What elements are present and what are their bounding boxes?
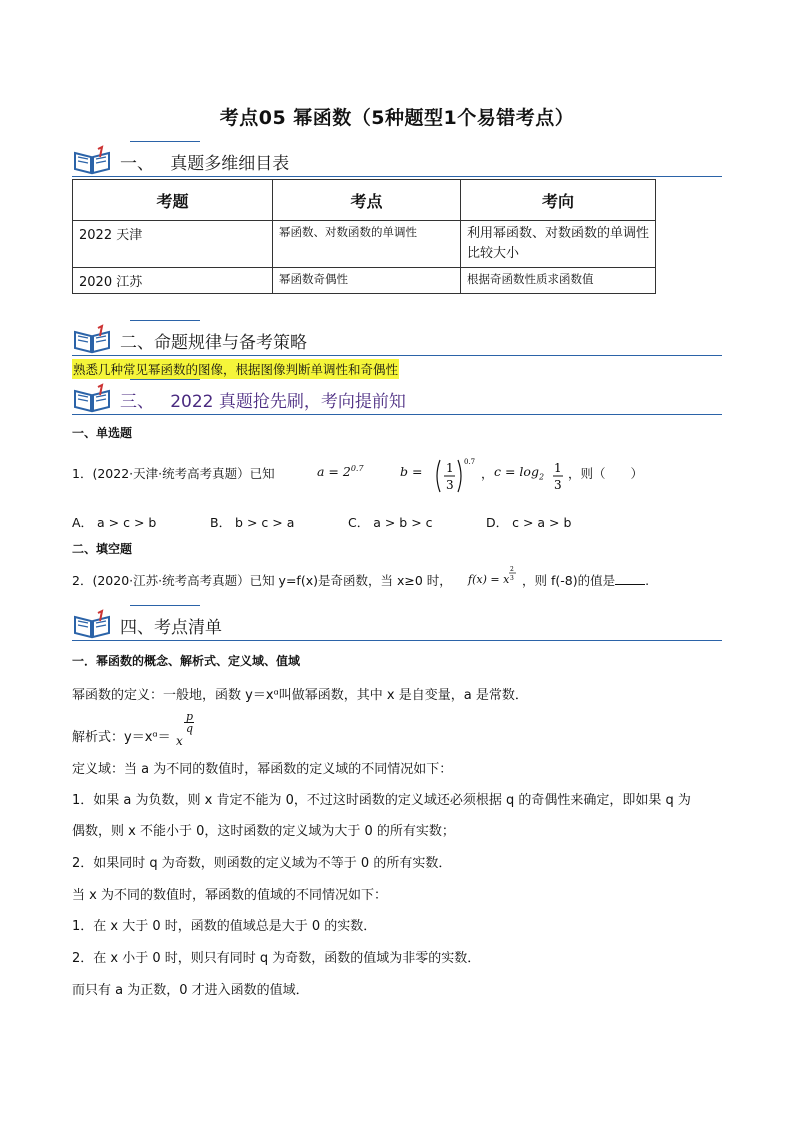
table-cell: 2022 天津 bbox=[73, 221, 273, 268]
domain-rule-1b: 偶数，则 x 不能小于 0，这时函数的定义域为大于 0 的所有实数； bbox=[72, 824, 455, 839]
svg-text:2: 2 bbox=[510, 566, 514, 573]
table-cell: 利用幂函数、对数函数的单调性比较大小 bbox=[461, 221, 656, 268]
page-title: 考点05 幂函数（5种题型1个易错考点） bbox=[219, 107, 575, 129]
table-cell: 幂函数、对数函数的单调性 bbox=[273, 221, 461, 268]
b-expression: b = bbox=[400, 464, 423, 479]
svg-text:3: 3 bbox=[446, 478, 454, 492]
table-header: 考向 bbox=[461, 180, 656, 221]
book-icon bbox=[72, 145, 112, 175]
table-row bbox=[73, 221, 656, 268]
section-header-3 bbox=[72, 381, 722, 415]
section-header-2 bbox=[72, 322, 722, 356]
option-b: B． b > c > a bbox=[210, 515, 295, 530]
answer-blank bbox=[615, 584, 645, 585]
question-2-prefix: 2．(2020·江苏·统考高考真题）已知 y=f(x)是奇函数，当 x≥0 时， bbox=[72, 573, 452, 588]
domain-rule-1a: 1．如果 a 为负数，则 x 肯定不能为 0，不过这时函数的定义域还必须根据 q 的奇偶性来确定，即如果 q 为 bbox=[72, 793, 691, 808]
svg-text:1: 1 bbox=[554, 461, 562, 475]
question-1-prefix: 1．(2022·天津·统考高考真题）已知 bbox=[72, 466, 275, 481]
question-2-suffix: ，则 f(-8)的值是 bbox=[522, 573, 616, 588]
fx-expression: f(x) = x bbox=[468, 573, 510, 586]
section-number: 三、 bbox=[120, 392, 154, 412]
option-a: A． a > c > b bbox=[72, 515, 157, 530]
section-number: 一、 bbox=[120, 154, 154, 174]
a-expression: $a = 2^{0.7}$ bbox=[317, 464, 364, 480]
section-title: 考点清单 bbox=[154, 618, 222, 638]
parse-expression: 解析式：y＝xᵅ＝ x p q bbox=[72, 710, 194, 748]
range-rule-2: 2．在 x 小于 0 时，则只有同时 q 为奇数，函数的值域为非零的实数． bbox=[72, 951, 481, 966]
book-icon bbox=[72, 383, 112, 413]
domain-rule-2: 2．如果同时 q 为奇数，则函数的定义域为不等于 0 的所有实数． bbox=[72, 856, 452, 871]
section-title: 2022 真题抢先刷，考向提前知 bbox=[170, 392, 406, 412]
b-fraction bbox=[434, 456, 482, 496]
domain-intro: 定义域：当 a 为不同的数值时，幂函数的定义域的不同情况如下： bbox=[72, 762, 453, 777]
table-cell: 根据奇函数性质求函数值 bbox=[461, 268, 656, 294]
table-cell: 2020 江苏 bbox=[73, 268, 273, 294]
definition-text: 幂函数的定义：一般地，函数 y＝xᵅ叫做幂函数，其中 x 是自变量，a 是常数． bbox=[72, 688, 528, 703]
table-cell: 幂函数奇偶性 bbox=[273, 268, 461, 294]
svg-text:1: 1 bbox=[446, 461, 454, 475]
fx-exponent bbox=[508, 565, 518, 583]
section-number: 二、 bbox=[120, 333, 154, 353]
fill-blank-heading: 二、填空题 bbox=[72, 542, 133, 556]
range-rule-1: 1．在 x 大于 0 时，函数的值域总是大于 0 的实数． bbox=[72, 919, 377, 934]
checklist-heading: 一．幂函数的概念、解析式、定义域、值域 bbox=[72, 654, 301, 668]
strategy-highlight: 熟悉几种常见幂函数的图像，根据图像判断单调性和奇偶性 bbox=[72, 359, 399, 379]
section-number: 四、 bbox=[120, 618, 154, 638]
section-title: 命题规律与备考策略 bbox=[154, 333, 307, 353]
section-header-1 bbox=[72, 143, 722, 177]
exam-table bbox=[72, 179, 656, 294]
question-1-suffix: ，则（ ） bbox=[568, 466, 644, 481]
section-header-4 bbox=[72, 607, 722, 641]
svg-text:3: 3 bbox=[510, 575, 514, 582]
svg-text:3: 3 bbox=[554, 478, 562, 492]
table-row bbox=[73, 268, 656, 294]
book-icon bbox=[72, 324, 112, 354]
c-fraction bbox=[552, 460, 564, 492]
section-title: 真题多维细目表 bbox=[170, 154, 290, 174]
single-choice-heading: 一、单选题 bbox=[72, 426, 133, 440]
book-icon bbox=[72, 609, 112, 639]
range-rule-3: 而只有 a 为正数，0 才进入函数的值域． bbox=[72, 983, 309, 998]
option-d: D． c > a > b bbox=[486, 515, 572, 530]
table-header: 考点 bbox=[273, 180, 461, 221]
range-intro: 当 x 为不同的数值时，幂函数的值域的不同情况如下： bbox=[72, 888, 387, 903]
c-expression: $c = \log_2$ bbox=[494, 464, 545, 482]
table-header: 考题 bbox=[73, 180, 273, 221]
option-c: C． a > b > c bbox=[348, 515, 433, 530]
svg-text:0.7: 0.7 bbox=[464, 458, 476, 466]
